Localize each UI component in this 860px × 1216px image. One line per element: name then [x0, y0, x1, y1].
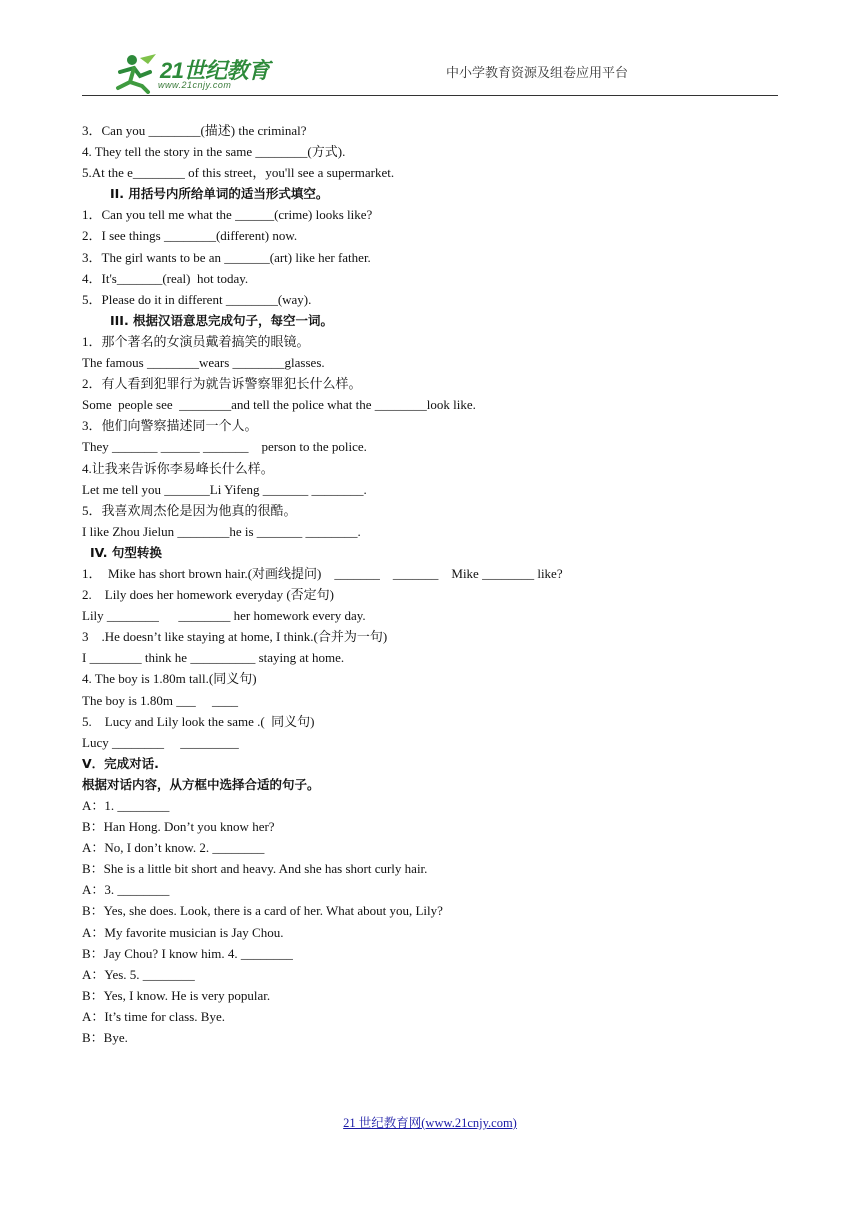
logo-url: www.21cnjy.com: [158, 80, 232, 90]
worksheet-line: 5. Lucy and Lily look the same .( 同义句): [82, 713, 315, 729]
worksheet-line: 3．The girl wants to be an _______(art) like her father.: [82, 249, 371, 265]
section-heading: IV. 句型转换: [90, 544, 162, 560]
worksheet-line: 5．Please do it in different ________(way).: [82, 291, 312, 307]
worksheet-line: 2．I see things ________(different) now.: [82, 228, 298, 244]
section-heading: III. 根据汉语意思完成句子，每空一词。: [110, 312, 334, 328]
worksheet-line: B：She is a little bit short and heavy. And she has short curly hair.: [82, 861, 428, 877]
section-heading: II. 用括号内所给单词的适当形式填空。: [110, 186, 329, 202]
worksheet-line: 3．他们向警察描述同一个人。: [82, 418, 258, 434]
footer-link[interactable]: 21 世纪教育网(www.21cnjy.com): [343, 1116, 517, 1130]
worksheet-line: B：Yes, I know. He is very popular.: [82, 987, 271, 1003]
worksheet-line: 3 .He doesn’t like staying at home, I think.(合并为一句): [82, 629, 388, 645]
worksheet-line: A：Yes. 5. ________: [82, 966, 195, 982]
worksheet-line: I like Zhou Jielun ________he is _______ ________.: [82, 523, 361, 539]
worksheet-line: B：Han Hong. Don’t you know her?: [82, 819, 275, 835]
worksheet-line: Let me tell you _______Li Yifeng _______ ________.: [82, 481, 367, 497]
worksheet-line: B：Yes, she does. Look, there is a card of her. What about you, Lily?: [82, 903, 443, 919]
worksheet-line: 2．有人看到犯罪行为就告诉警察罪犯长什么样。: [82, 376, 362, 392]
worksheet-line: A：3. ________: [82, 882, 170, 898]
site-logo: [110, 52, 280, 94]
worksheet-line: A：My favorite musician is Jay Chou.: [82, 924, 284, 940]
worksheet-line: 1．那个著名的女演员戴着搞笑的眼镜。: [82, 333, 310, 349]
logo-text: 21世纪教育: [160, 58, 270, 83]
worksheet-line: 1． Mike has short brown hair.(对画线提问) _______ _______ Mike ________ like?: [82, 565, 563, 581]
worksheet-line: B：Bye.: [82, 1030, 128, 1046]
worksheet-line: 4. The boy is 1.80m tall.(同义句): [82, 671, 257, 687]
worksheet-line: I ________ think he __________ staying at home.: [82, 650, 345, 666]
worksheet-line: The boy is 1.80m ___ ____: [82, 692, 238, 708]
section-heading: 根据对话内容，从方框中选择合适的句子。: [82, 776, 320, 792]
platform-tagline: 中小学教育资源及组卷应用平台: [445, 66, 628, 81]
runner-logo-icon: [110, 52, 160, 94]
worksheet-line: They _______ ______ _______ person to the police.: [82, 439, 367, 455]
worksheet-line: 5．我喜欢周杰伦是因为他真的很酷。: [82, 502, 297, 518]
worksheet-line: 5.At the e________ of this street，you'll see a supermarket.: [82, 165, 395, 181]
worksheet-line: 4.让我来告诉你李易峰长什么样。: [82, 460, 274, 476]
worksheet-line: The famous ________wears ________glasses.: [82, 355, 325, 371]
header-divider: [82, 95, 778, 96]
worksheet-line: Lucy ________ _________: [82, 734, 239, 750]
worksheet-line: 4. They tell the story in the same ________(方式).: [82, 144, 346, 160]
worksheet-line: 2. Lily does her homework everyday (否定句): [82, 587, 334, 603]
page-header: [82, 48, 778, 96]
worksheet-line: 4．It's_______(real) hot today.: [82, 270, 249, 286]
section-heading: V．完成对话.: [82, 755, 159, 771]
worksheet-line: B：Jay Chou? I know him. 4. ________: [82, 945, 293, 961]
page-footer: [0, 1113, 860, 1131]
worksheet-line: A：1. ________: [82, 798, 170, 813]
worksheet-line: Lily ________ ________ her homework every day.: [82, 608, 366, 624]
worksheet-line: 3．Can you ________(描述) the criminal?: [82, 123, 307, 138]
worksheet-body: [82, 120, 778, 1048]
worksheet-line: 1．Can you tell me what the ______(crime) looks like?: [82, 207, 373, 223]
worksheet-line: A：No, I don’t know. 2. ________: [82, 840, 265, 856]
worksheet-line: Some people see ________and tell the police what the ________look like.: [82, 397, 476, 413]
worksheet-line: A：It’s time for class. Bye.: [82, 1008, 225, 1024]
